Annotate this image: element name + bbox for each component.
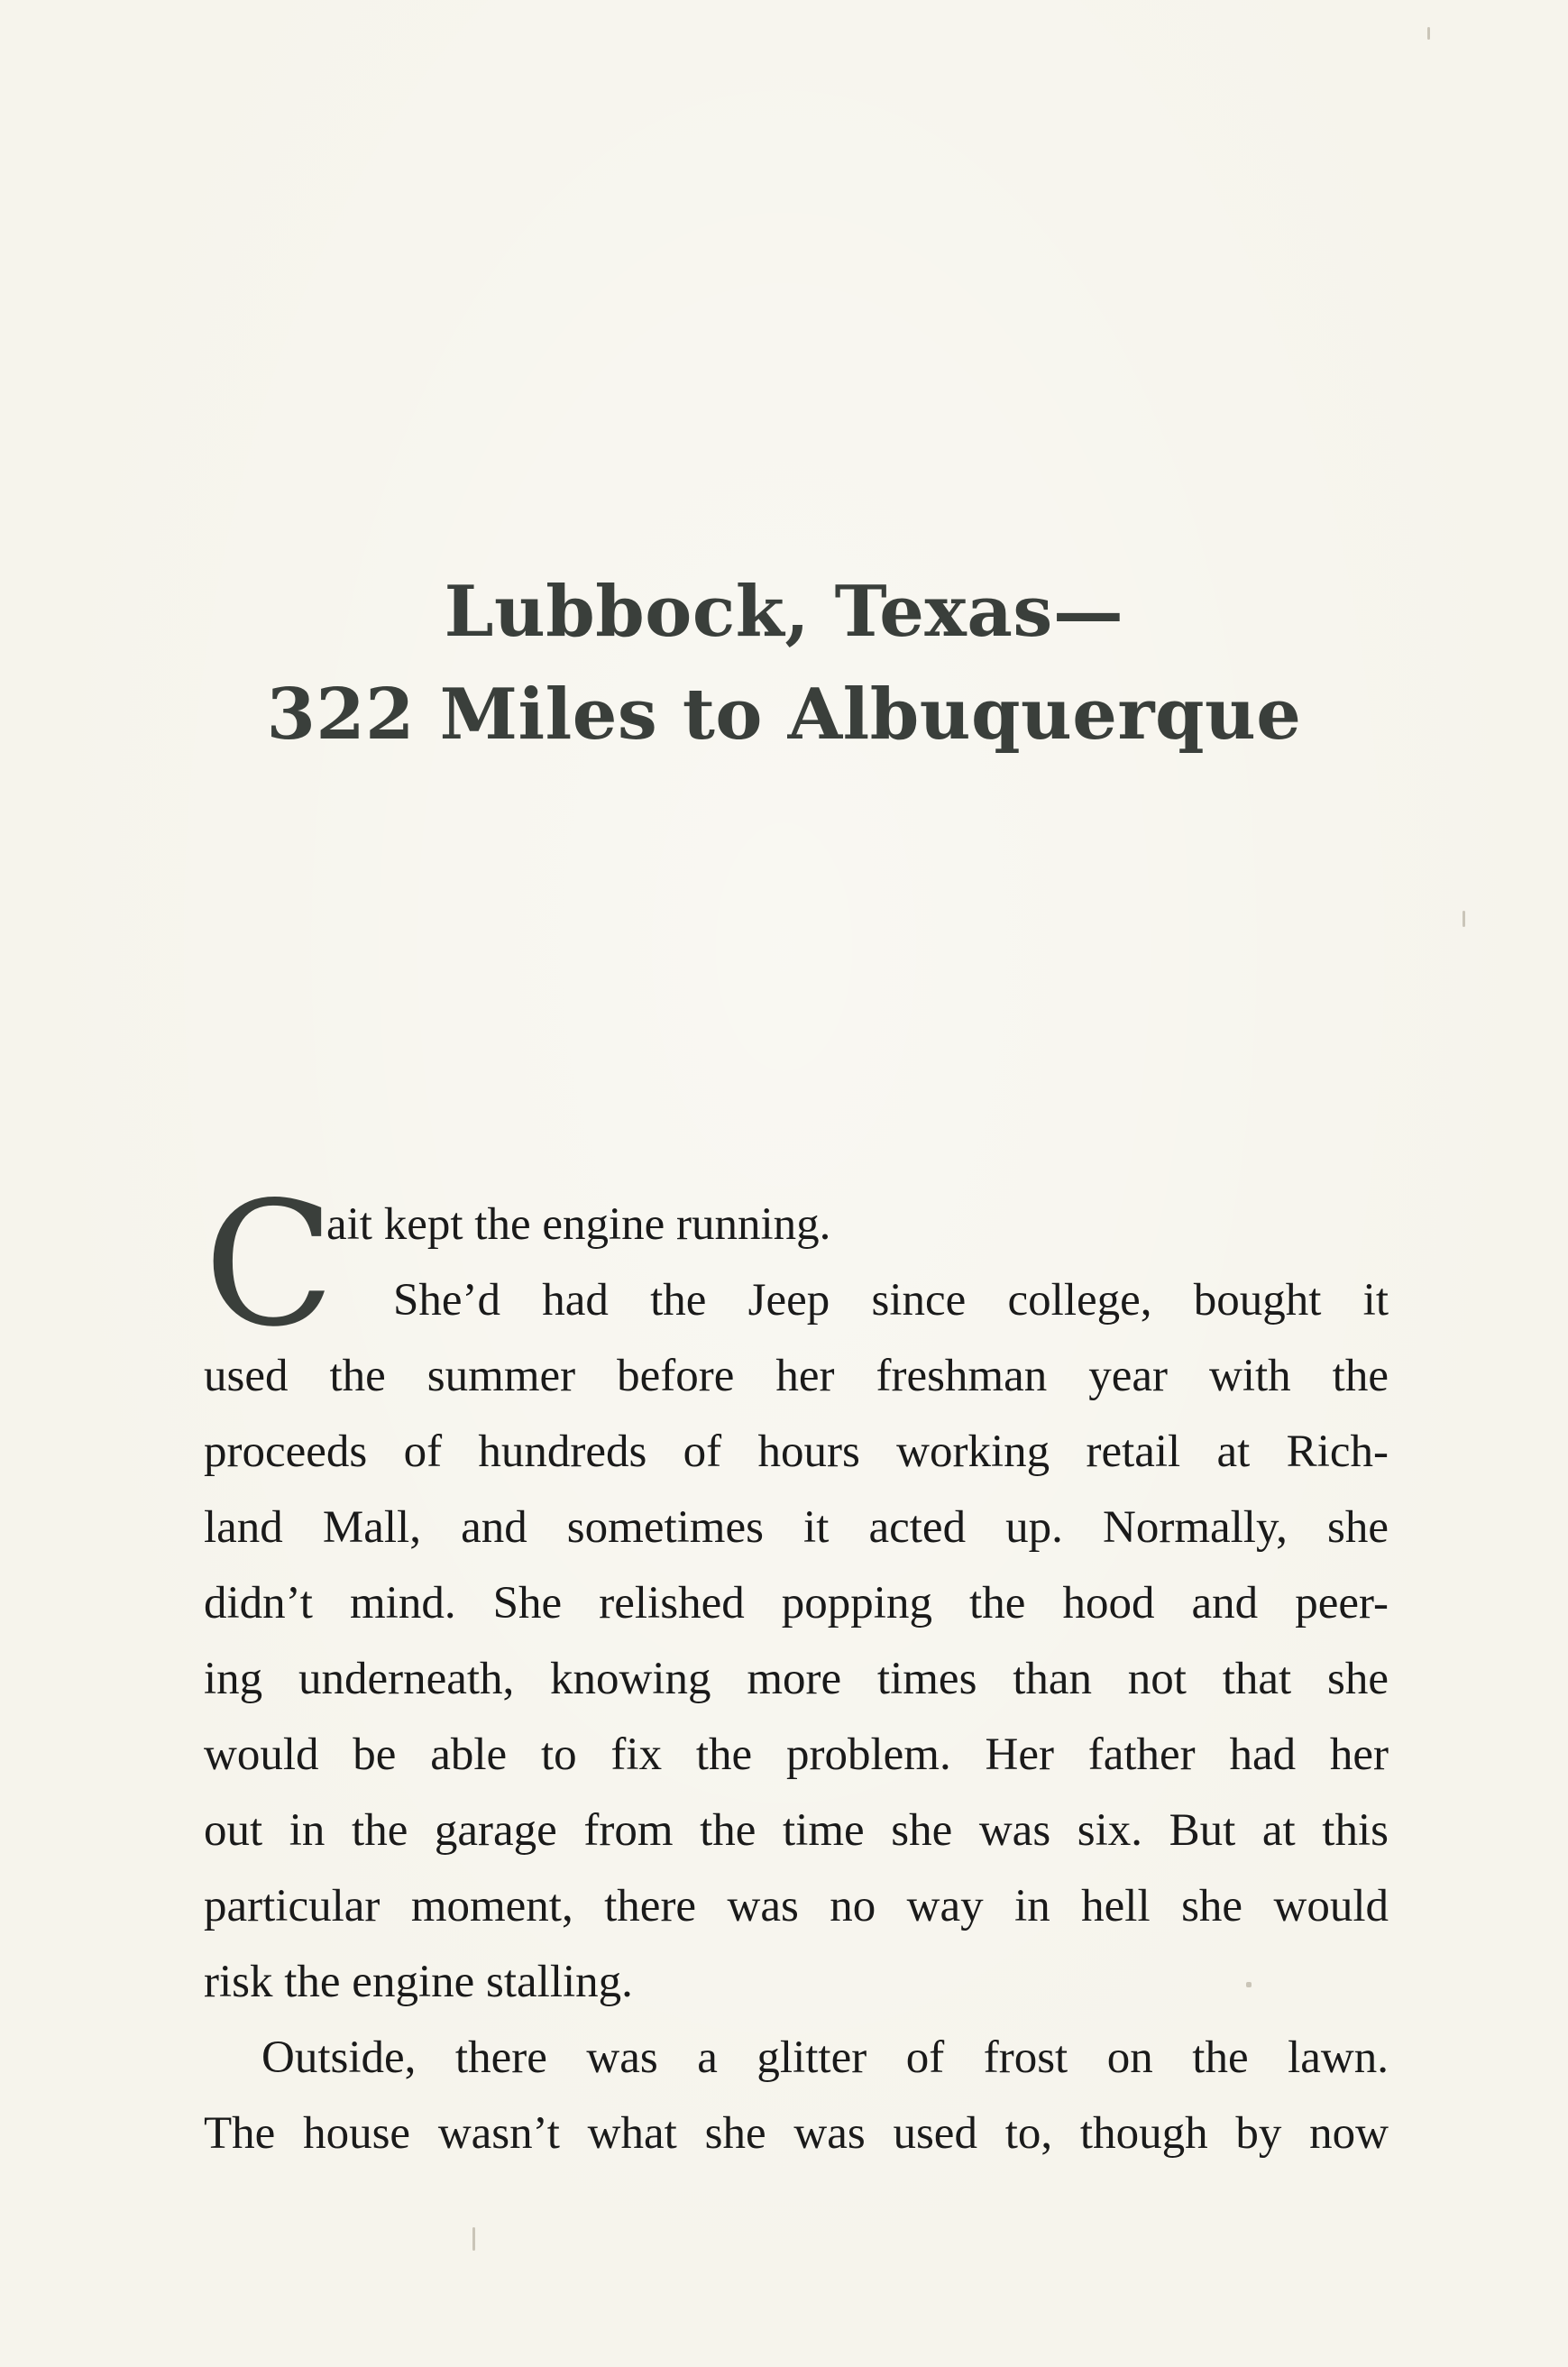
text-line: The house wasn’t what she was used to, though by now [204,2108,1389,2159]
paper-speck [1246,1982,1252,1987]
text-line: used the summer before her freshman year with the [204,1351,1389,1401]
chapter-title-line-2: 322 Miles to Albuquerque [266,674,1302,756]
text-line: land Mall, and sometimes it acted up. Normally, she [204,1502,1389,1553]
chapter-title-line-1: Lubbock, Texas— [444,571,1124,653]
text-line: risk the engine stalling. [204,1957,633,2007]
text-line: She’d had the Jeep since college, bought it [393,1275,1389,1326]
body-text [204,1165,1389,2171]
text-line: didn’t mind. She relished popping the hood and peer- [204,1578,1389,1628]
text-line: would be able to fix the problem. Her father had her [204,1729,1389,1780]
text-line: ing underneath, knowing more times than not that she [204,1654,1389,1704]
text-line: out in the garage from the time she was six. But at this [204,1805,1389,1856]
text-line: particular moment, there was no way in hell she would [204,1881,1389,1931]
text-line: ait kept the engine running. [326,1199,831,1250]
text-line: Outside, there was a glitter of frost on the lawn. [261,2032,1389,2083]
text-line: proceeds of hundreds of hours working retail at Rich- [204,1427,1389,1477]
paper-speck [472,2227,475,2251]
drop-cap: C [204,1165,335,1364]
chapter-title [0,561,1568,766]
paper-speck [1427,27,1430,40]
paper-speck [1463,911,1465,927]
